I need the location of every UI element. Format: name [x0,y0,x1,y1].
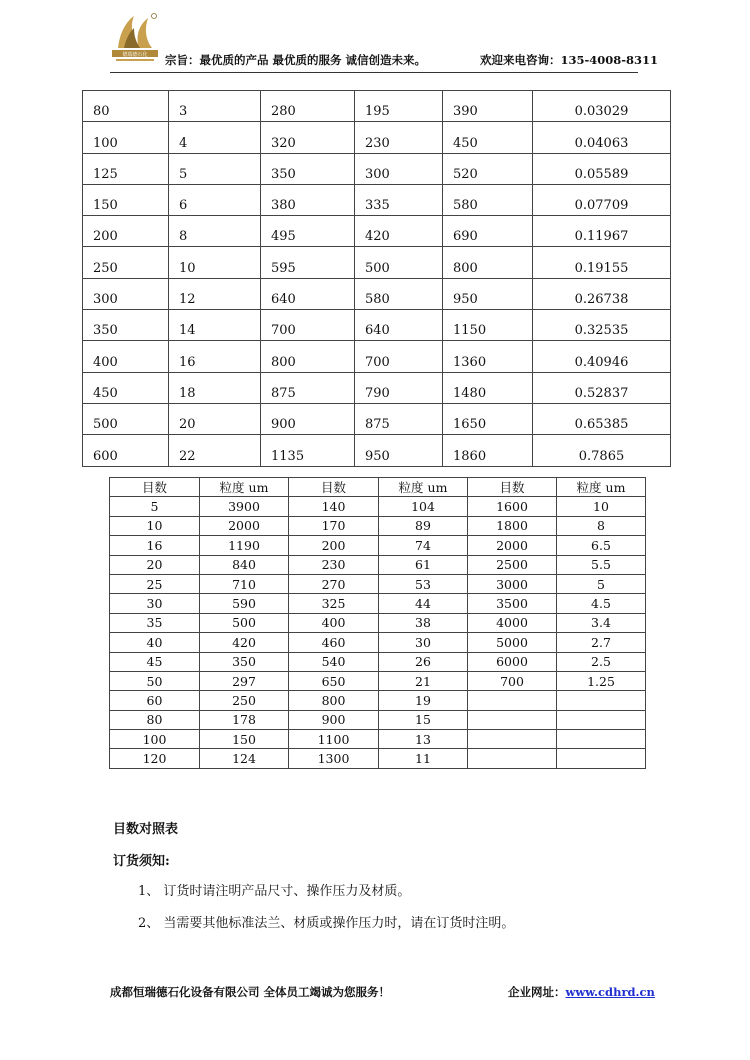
table-cell: 640 [355,310,443,341]
table-cell: 89 [379,516,468,535]
column-header: 粒度 um [379,478,468,497]
table-cell: 0.19155 [533,247,671,278]
table-cell: 580 [355,278,443,309]
table-cell: 80 [110,710,200,729]
table-row [110,749,646,768]
table-cell: 5 [110,497,200,516]
table-cell: 450 [83,372,169,403]
table-cell: 53 [379,574,468,593]
table-row [83,216,671,247]
order-notice-item: 1、 订货时请注明产品尺寸、操作压力及材质。 [138,884,411,899]
company-logo-icon [110,10,160,65]
table-row [83,91,671,122]
table-cell: 20 [169,403,261,434]
table-cell: 800 [261,341,355,372]
table-cell: 350 [200,652,289,671]
table-cell: 26 [379,652,468,671]
table-cell: 3900 [200,497,289,516]
table-cell: 15 [379,710,468,729]
table-cell: 5 [169,153,261,184]
table-row [110,710,646,729]
table-cell: 1860 [443,435,533,466]
table-cell: 150 [83,184,169,215]
table-cell: 300 [355,153,443,184]
table-cell: 22 [169,435,261,466]
table-cell: 3 [169,91,261,122]
table-cell: 0.52837 [533,372,671,403]
table-cell: 5000 [468,633,557,652]
table-cell: 350 [83,310,169,341]
table-cell: 120 [110,749,200,768]
table-cell: 0.04063 [533,122,671,153]
table-cell [468,749,557,768]
table-cell: 16 [169,341,261,372]
table-cell: 580 [443,184,533,215]
table-cell: 25 [110,574,200,593]
table-cell: 5 [557,574,646,593]
table-cell: 6 [169,184,261,215]
table-row [110,536,646,555]
table-cell: 1150 [443,310,533,341]
table-cell: 595 [261,247,355,278]
table-cell: 0.05589 [533,153,671,184]
table-cell: 690 [443,216,533,247]
table-cell: 2.7 [557,633,646,652]
table-cell: 270 [289,574,379,593]
table-cell: 178 [200,710,289,729]
table-cell [468,730,557,749]
table-cell: 875 [355,403,443,434]
table-cell: 2000 [468,536,557,555]
table-row [83,341,671,372]
table-cell: 40 [110,633,200,652]
table-cell: 3.4 [557,613,646,632]
column-header: 目数 [468,478,557,497]
table-cell: 0.32535 [533,310,671,341]
table-row [110,633,646,652]
table-row [83,278,671,309]
table-cell: 325 [289,594,379,613]
table-cell: 5.5 [557,555,646,574]
table-row [83,372,671,403]
table-cell: 300 [83,278,169,309]
table-cell: 4000 [468,613,557,632]
order-notice-title: 订货须知: [113,854,170,869]
website-link[interactable]: www.cdhrd.cn [565,985,655,999]
table-cell: 2.5 [557,652,646,671]
table-cell: 10 [557,497,646,516]
table-row [83,435,671,466]
svg-text:德瑞德石化: 德瑞德石化 [122,51,148,58]
table-cell: 2000 [200,516,289,535]
table-cell: 170 [289,516,379,535]
column-header: 目数 [110,478,200,497]
table-row [110,613,646,632]
table-cell: 230 [289,555,379,574]
table-cell: 30 [379,633,468,652]
table-cell: 420 [355,216,443,247]
table-cell: 35 [110,613,200,632]
table-cell: 30 [110,594,200,613]
table-cell: 61 [379,555,468,574]
table-cell: 10 [169,247,261,278]
table-cell: 700 [261,310,355,341]
table-cell: 100 [110,730,200,749]
table-cell: 12 [169,278,261,309]
table-cell: 1.25 [557,671,646,690]
table-cell: 0.65385 [533,403,671,434]
table-cell: 8 [557,516,646,535]
table-cell: 640 [261,278,355,309]
order-notice-item: 2、 当需要其他标准法兰、材质或操作压力时，请在订货时注明。 [138,916,515,931]
table-cell: 230 [355,122,443,153]
table-cell: 0.03029 [533,91,671,122]
table-cell: 250 [200,691,289,710]
table-cell: 21 [379,671,468,690]
table-cell: 1800 [468,516,557,535]
table-row [110,497,646,516]
table-cell: 840 [200,555,289,574]
table-cell: 1190 [200,536,289,555]
table-cell: 420 [200,633,289,652]
table-cell: 297 [200,671,289,690]
table-cell: 335 [355,184,443,215]
table-cell: 950 [355,435,443,466]
table-row [83,184,671,215]
table-row [110,594,646,613]
table-cell: 600 [83,435,169,466]
table-cell: 0.7865 [533,435,671,466]
table-cell: 800 [443,247,533,278]
table-cell [557,730,646,749]
table-cell: 8 [169,216,261,247]
table-cell: 1360 [443,341,533,372]
website-label: 企业网址： [508,985,566,999]
table-cell: 6.5 [557,536,646,555]
table-cell: 200 [83,216,169,247]
table-row [110,652,646,671]
table-cell: 790 [355,372,443,403]
table-row [83,247,671,278]
table-cell: 124 [200,749,289,768]
table-cell: 800 [289,691,379,710]
table-cell: 195 [355,91,443,122]
mesh-size-table [109,477,646,769]
table-row [110,516,646,535]
table-cell: 950 [443,278,533,309]
table-cell: 700 [355,341,443,372]
table-cell: 100 [83,122,169,153]
table-cell: 0.26738 [533,278,671,309]
table-caption: 目数对照表 [113,822,179,837]
table-cell: 4.5 [557,594,646,613]
table-row [110,574,646,593]
table-cell: 1135 [261,435,355,466]
table-cell: 320 [261,122,355,153]
table-cell: 460 [289,633,379,652]
footer-company: 成都恒瑞德石化设备有限公司 全体员工竭诚为您服务！ [110,985,391,999]
dimension-table [82,90,671,467]
table-cell: 280 [261,91,355,122]
table-cell: 590 [200,594,289,613]
table-cell: 380 [261,184,355,215]
table-cell: 0.07709 [533,184,671,215]
table-cell: 500 [200,613,289,632]
table-cell: 80 [83,91,169,122]
table-row [110,671,646,690]
table-cell: 44 [379,594,468,613]
table-cell: 50 [110,671,200,690]
table-row [83,310,671,341]
header-divider [110,72,638,73]
table-cell [468,710,557,729]
table-cell: 540 [289,652,379,671]
table-row [83,403,671,434]
table-cell: 200 [289,536,379,555]
table-cell: 10 [110,516,200,535]
table-cell: 11 [379,749,468,768]
table-cell [468,691,557,710]
table-cell: 4 [169,122,261,153]
table-cell: 1650 [443,403,533,434]
table-cell: 500 [83,403,169,434]
table-cell: 0.11967 [533,216,671,247]
table-cell: 104 [379,497,468,516]
table-cell: 400 [83,341,169,372]
table-cell: 150 [200,730,289,749]
table-cell: 1100 [289,730,379,749]
table-cell [557,710,646,729]
table-cell: 350 [261,153,355,184]
table-cell [557,749,646,768]
table-cell: 3000 [468,574,557,593]
table-cell: 74 [379,536,468,555]
table-cell: 700 [468,671,557,690]
table-cell: 390 [443,91,533,122]
table-cell: 2500 [468,555,557,574]
column-header: 粒度 um [200,478,289,497]
table-cell: 6000 [468,652,557,671]
table-row [110,555,646,574]
table-cell: 3500 [468,594,557,613]
table-cell: 900 [289,710,379,729]
table-cell: 16 [110,536,200,555]
table-cell [557,691,646,710]
table-cell: 520 [443,153,533,184]
table-cell: 710 [200,574,289,593]
table-header-row [110,478,646,497]
table-cell: 450 [443,122,533,153]
table-cell: 45 [110,652,200,671]
table-cell: 400 [289,613,379,632]
footer-website [508,984,655,1000]
table-cell: 19 [379,691,468,710]
table-cell: 60 [110,691,200,710]
table-cell: 0.40946 [533,341,671,372]
table-row [110,730,646,749]
column-header: 粒度 um [557,478,646,497]
table-cell: 875 [261,372,355,403]
table-cell: 900 [261,403,355,434]
company-motto: 宗旨：最优质的产品 最优质的服务 诚信创造未来。 [165,53,427,67]
table-row [83,153,671,184]
table-cell: 250 [83,247,169,278]
table-cell: 1300 [289,749,379,768]
table-row [83,122,671,153]
hotline-text: 欢迎来电咨询：135-4008-8311 [480,53,659,67]
table-cell: 1480 [443,372,533,403]
table-cell: 650 [289,671,379,690]
table-cell: 13 [379,730,468,749]
table-cell: 500 [355,247,443,278]
table-cell: 140 [289,497,379,516]
table-cell: 495 [261,216,355,247]
table-cell: 20 [110,555,200,574]
table-cell: 18 [169,372,261,403]
column-header: 目数 [289,478,379,497]
table-row [110,691,646,710]
table-cell: 1600 [468,497,557,516]
table-cell: 38 [379,613,468,632]
table-cell: 14 [169,310,261,341]
table-cell: 125 [83,153,169,184]
